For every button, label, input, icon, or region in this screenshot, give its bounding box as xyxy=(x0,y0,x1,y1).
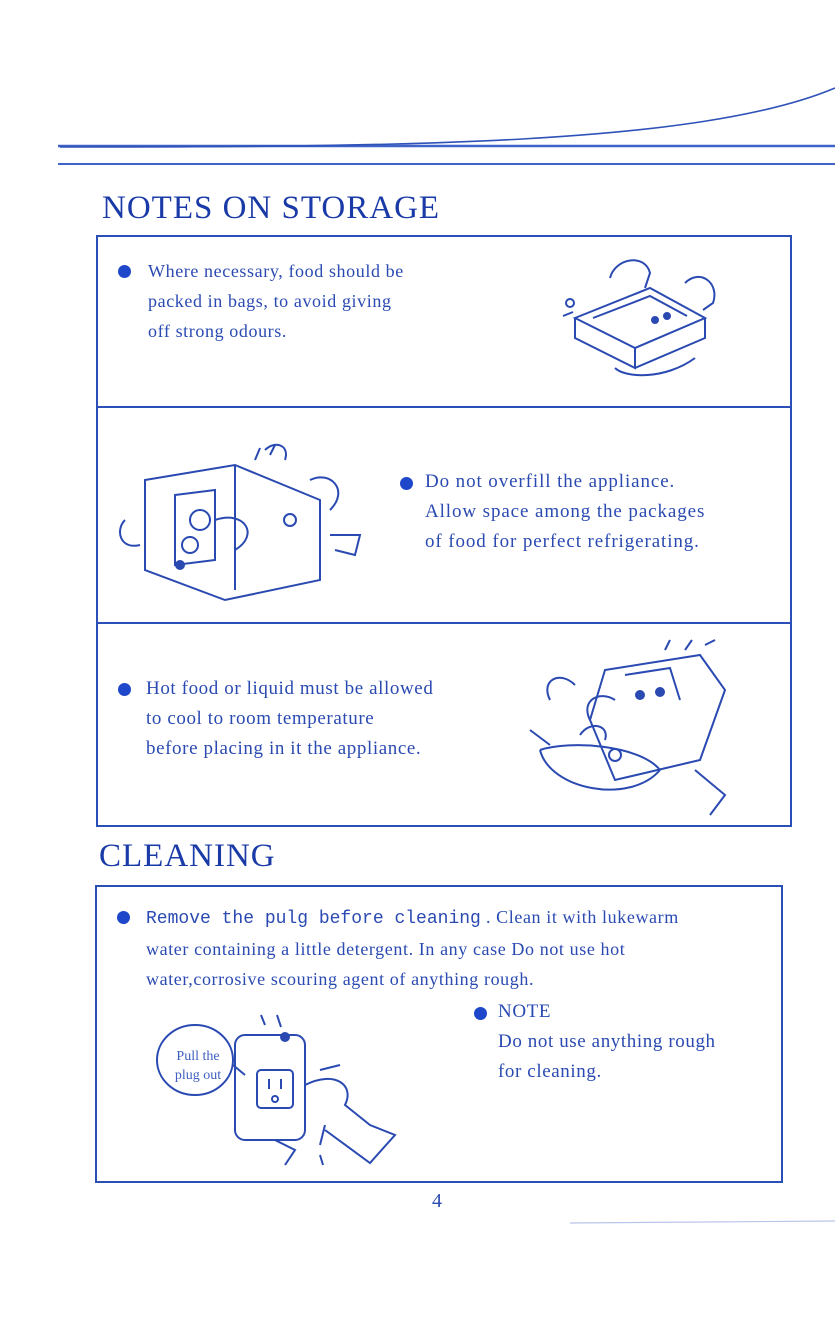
storage-heading: NOTES ON STORAGE xyxy=(102,190,441,226)
storage-note-3-line-3: before placing in it the appliance. xyxy=(146,738,422,759)
footer-rule xyxy=(570,1215,835,1227)
cleaning-line-3: water,corrosive scouring agent of anything rough. xyxy=(146,969,535,989)
storage-note-2-line-3: of food for perfect refrigerating. xyxy=(425,531,700,552)
cleaning-text xyxy=(146,902,679,994)
storage-note-1-line-3: off strong odours. xyxy=(148,321,287,341)
note-2-bullet xyxy=(400,477,413,490)
bubble-line-2: plug out xyxy=(174,1068,222,1083)
unplug-socket-icon xyxy=(155,1015,405,1165)
fridge-carrying-container-icon xyxy=(555,248,725,388)
note-1-bullet xyxy=(118,265,131,278)
cleaning-bullet xyxy=(117,911,130,924)
note-title: NOTE xyxy=(498,1001,552,1022)
note-text xyxy=(498,1027,716,1087)
cleaning-line-1-a: Remove the pulg before cleaning xyxy=(146,909,481,929)
storage-note-3-line-2: to cool to room temperature xyxy=(146,708,375,729)
page-number: 4 xyxy=(432,1190,442,1212)
cleaning-line-1-b: . Clean it with lukewarm xyxy=(485,907,679,927)
note-text-line-1: Do not use anything rough xyxy=(498,1031,716,1052)
note-bullet xyxy=(474,1007,487,1020)
storage-note-2-line-1: Do not overfill the appliance. xyxy=(425,471,676,492)
storage-note-3-line-1: Hot food or liquid must be allowed xyxy=(146,678,434,699)
note-text-line-2: for cleaning. xyxy=(498,1061,602,1082)
storage-divider-1 xyxy=(96,406,790,408)
note-3-bullet xyxy=(118,683,131,696)
storage-note-1-line-2: packed in bags, to avoid giving xyxy=(148,291,392,311)
storage-note-2 xyxy=(425,467,705,557)
storage-note-1 xyxy=(148,256,404,346)
cleaning-line-2: water containing a little detergent. In any case Do not use hot xyxy=(146,939,626,959)
storage-note-1-line-1: Where necessary, food should be xyxy=(148,261,404,281)
cleaning-line-1 xyxy=(146,902,679,934)
fridge-with-hot-bowl-icon xyxy=(520,640,740,820)
header-rule-decoration xyxy=(0,0,835,170)
overfilled-fridge-icon xyxy=(115,440,375,610)
bubble-line-1: Pull the xyxy=(176,1049,220,1064)
pull-plug-bubble xyxy=(160,1047,236,1085)
cleaning-heading: CLEANING xyxy=(99,838,276,874)
storage-note-2-line-2: Allow space among the packages xyxy=(425,501,706,522)
storage-divider-2 xyxy=(96,622,790,624)
storage-note-3 xyxy=(146,674,433,764)
